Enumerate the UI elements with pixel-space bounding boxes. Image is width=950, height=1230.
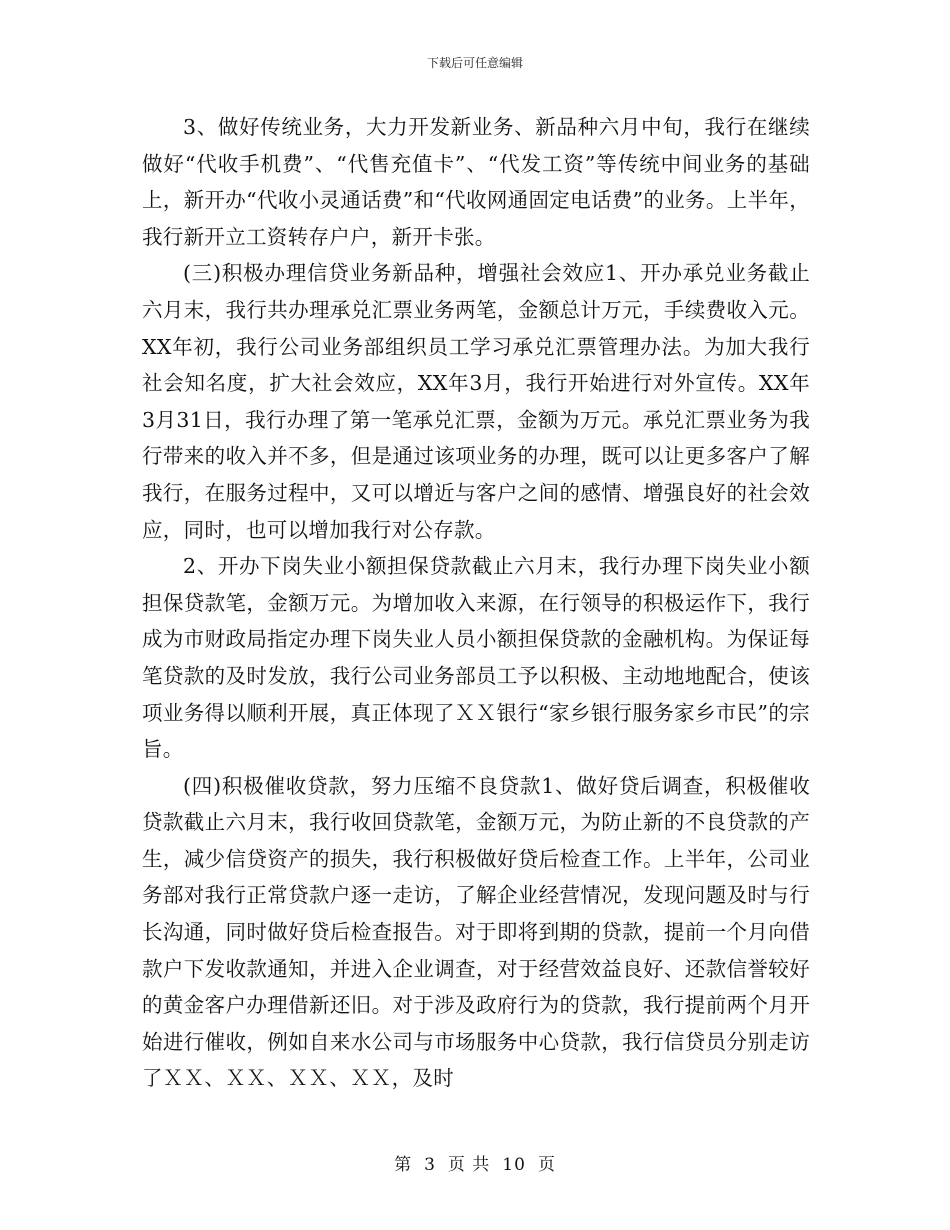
footer-total-pages: 10 bbox=[502, 1155, 526, 1175]
document-body bbox=[142, 109, 810, 1097]
paragraph-4: (四)积极催收贷款，努力压缩不良贷款1、做好贷后调查，积极催收贷款截止六月末，我行收回贷款笔，金额万元，为防止新的不良贷款的产生，减少信贷资产的损失，我行积极做好贷后检查工作。上半年，公司业务部对我行正常贷款户逐一走访，了解企业经营情况，发现问题及时与行长沟通，同时做好贷后检查报告。对于即将到期的贷款，提前一个月向借款户下发收款通知，并进入企业调查，对于经营效益良好、还款信誉较好的黄金客户办理借新还旧。对于涉及政府行为的贷款，我行提前两个月开始进行催收，例如自来水公司与市场服务中心贷款，我行信贷员分别走访了ＸＸ、ＸＸ、ＸＸ、ＸＸ，及时 bbox=[142, 773, 810, 1091]
paragraph-2: (三)积极办理信贷业务新品种，增强社会效应1、开办承兑业务截止六月末，我行共办理承兑汇票业务两笔，金额总计万元，手续费收入元。XX年初，我行公司业务部组织员工学习承兑汇票管理办法。为加大我行社会知名度，扩大社会效应，XX年3月，我行开始进行对外宣传。XX年3月31日，我行办理了第一笔承兑汇票，金额为万元。承兑汇票业务为我行带来的收入并不多，但是通过该项业务的办理，既可以让更多客户了解我行，在服务过程中，又可以增近与客户之间的感情、增强良好的社会效应，同时，也可以增加我行对公存款。 bbox=[142, 261, 810, 542]
page-footer bbox=[0, 1150, 950, 1175]
footer-page-number: 3 bbox=[424, 1155, 436, 1175]
header-note: 下载后可任意编辑 bbox=[426, 56, 523, 70]
paragraph-3: 2、开办下岗失业小额担保贷款截止六月末，我行办理下岗失业小额担保贷款笔，金额万元。为增加收入来源，在行领导的积极运作下，我行成为市财政局指定办理下岗失业人员小额担保贷款的金融机构。为保证每笔贷款的及时发放，我行公司业务部员工予以积极、主动地地配合，使该项业务得以顺利开展，真正体现了ＸＸ银行“家乡银行服务家乡市民”的宗旨。 bbox=[142, 554, 810, 762]
footer-prefix: 第 bbox=[394, 1155, 413, 1175]
paragraph-1: 3、做好传统业务，大力开发新业务、新品种六月中旬，我行在继续做好“代收手机费”、“代售充值卡”、“代发工资”等传统中间业务的基础上，新开办“代收小灵通话费”和“代收网通固定电话费”的业务。上半年，我行新开立工资转存户户，新开卡张。 bbox=[142, 115, 810, 249]
footer-suffix: 页 bbox=[537, 1155, 556, 1175]
footer-middle: 页 共 bbox=[447, 1155, 491, 1175]
